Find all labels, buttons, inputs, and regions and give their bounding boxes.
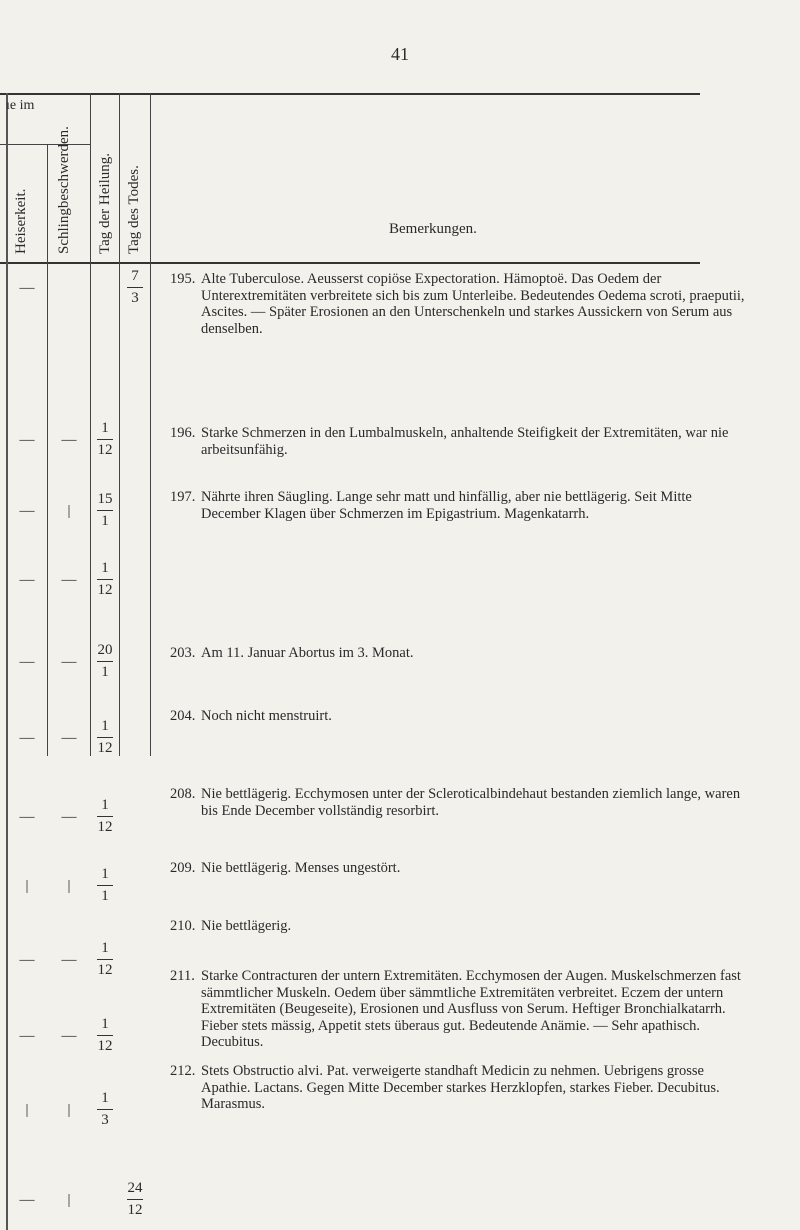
fraction-denominator: 12 [97,1038,113,1054]
fraction-numerator: 1 [101,940,109,956]
heiserkeit-mark: — [19,952,35,968]
fraction-numerator: 1 [101,797,109,813]
col-sep-1 [47,144,48,756]
fraction-denominator: 12 [97,819,113,835]
fraction-bar [97,737,113,738]
schling-mark: — [61,572,77,588]
remark-entry [170,708,748,725]
schling-mark: — [61,952,77,968]
fraction-numerator: 7 [131,268,139,284]
heilung-fraction [91,718,119,757]
heilung-fraction [91,560,119,599]
fraction-numerator: 1 [101,866,109,882]
fraction-bar [127,1199,143,1200]
remark-number: 211. [170,968,195,984]
heilung-fraction [91,797,119,836]
remark-entry [170,489,748,522]
heiserkeit-mark: — [19,432,35,448]
col-heading-bemerkungen: Bemerkungen. [389,221,477,237]
col-sep-3 [119,93,120,756]
heiserkeit-mark: — [19,280,35,296]
fraction-bar [97,661,113,662]
header-bottom-rule [0,262,700,264]
remark-number: 209. [170,860,196,876]
fraction-denominator: 12 [97,582,113,598]
remark-entry [170,645,748,662]
fraction-numerator: 1 [101,560,109,576]
fraction-denominator: 12 [127,1202,143,1218]
page-number: 41 [391,44,409,64]
remark-text: Nährte ihren Säugling. Lange sehr matt und hinfällig, aber nie bettlägerig. Seit Mitte December Klagen über Schmerzen im Epigastrium. Magenkatarrh. [201,489,692,522]
heiserkeit-mark: — [19,1028,35,1044]
left-edge-line [6,93,8,1230]
remark-text: Stets Obstructio alvi. Pat. verweigerte standhaft Medicin zu nehmen. Uebrigens grosse Apathie. Lactans. Gegen Mitte December starkes Herzklopfen, starkes Fieber. Decubitus. Marasmus. [201,1063,720,1113]
fraction-numerator: 1 [101,420,109,436]
heilung-fraction [91,642,119,681]
heiserkeit-mark: | [25,1102,29,1118]
heilung-fraction [91,1090,119,1129]
heiserkeit-mark: — [19,1192,35,1208]
fraction-bar [97,1109,113,1110]
fraction-numerator: 24 [127,1180,143,1196]
remark-entry [170,1063,748,1113]
fraction-bar [97,885,113,886]
tod-fraction [121,1180,149,1219]
remark-text: Am 11. Januar Abortus im 3. Monat. [201,645,414,661]
heiserkeit-mark: — [19,730,35,746]
fraction-numerator: 1 [101,1016,109,1032]
fraction-bar [127,287,143,288]
col-heading-schlingbeschwerden: Schlingbeschwerden. [56,126,72,254]
schling-mark: | [67,503,71,519]
fraction-numerator: 1 [101,1090,109,1106]
fraction-denominator: 12 [97,962,113,978]
remark-number: 203. [170,645,196,661]
fraction-bar [97,1035,113,1036]
remark-text: Starke Contracturen der untern Extremitäten. Ecchymosen der Augen. Muskelschmerzen fast sämmtlicher Muskeln. Oedem über sämmtliche Extremitäten verbreitet. Eczem der untern Extremitäten (Beugeseite), Erosionen und Ausfluss von Serum. Heftiger Bronchialkatarrh. Fieber stets mässig, Appetit stets überaus gut. Bedeutende Anämie. — Sehr apathisch. Decubitus. [201,968,741,1051]
remark-entry [170,271,748,337]
heilung-fraction [91,940,119,979]
fraction-numerator: 15 [97,491,113,507]
schling-mark: — [61,809,77,825]
remark-text: Nie bettlägerig. Menses ungestört. [201,860,401,876]
remark-text: Alte Tuberculose. Aeusserst copiöse Expectoration. Hämoptoë. Das Oedem der Unterextremitäten verbreitete sich bis zum Unterleibe. Bedeutendes Oedema scroti, praeputii, Ascites. — Später Erosionen an den Unterschenkeln und starkes Aussickern von Serum aus denselben. [201,271,745,337]
fraction-denominator: 3 [101,1112,109,1128]
remark-number: 197. [170,489,196,505]
fraction-denominator: 1 [101,664,109,680]
heiserkeit-mark: | [25,878,29,894]
schling-mark: — [61,730,77,746]
schling-mark: — [61,654,77,670]
remark-entry [170,918,748,935]
fraction-denominator: 1 [101,888,109,904]
col-heading-tag-des-todes: Tag des Todes. [126,165,142,254]
heilung-fraction [91,491,119,530]
fraction-denominator: 1 [101,513,109,529]
heilung-fraction [91,866,119,905]
remark-text: Noch nicht menstruirt. [201,708,332,724]
remark-text: Starke Schmerzen in den Lumbalmuskeln, anhaltende Steifigkeit der Extremitäten, war nie arbeitsunfähig. [201,425,729,458]
schling-mark: | [67,1192,71,1208]
heiserkeit-mark: — [19,572,35,588]
remark-number: 204. [170,708,196,724]
fraction-denominator: 12 [97,740,113,756]
header-cut-text: ıe im [6,98,35,113]
heilung-fraction [91,420,119,459]
schling-mark: | [67,878,71,894]
remark-entry [170,968,748,1051]
fraction-bar [97,439,113,440]
remark-number: 208. [170,786,196,802]
remark-entry [170,786,748,819]
col-heading-tag-der-heilung: Tag der Heilung. [97,152,113,254]
fraction-denominator: 12 [97,442,113,458]
fraction-numerator: 20 [97,642,113,658]
schling-mark: | [67,1102,71,1118]
schling-mark: — [61,432,77,448]
fraction-numerator: 1 [101,718,109,734]
header-inner-rule [0,144,90,145]
fraction-bar [97,510,113,511]
heiserkeit-mark: — [19,809,35,825]
remark-text: Nie bettlägerig. Ecchymosen unter der Scleroticalbindehaut bestanden ziemlich lange, waren bis Ende December vollständig resorbirt. [201,786,741,819]
col-sep-4 [150,93,151,756]
remark-text: Nie bettlägerig. [201,918,292,934]
col-heading-heiserkeit: Heiserkeit. [13,188,29,254]
remark-number: 196. [170,425,196,441]
fraction-bar [97,959,113,960]
heiserkeit-mark: — [19,503,35,519]
heiserkeit-mark: — [19,654,35,670]
remark-number: 195. [170,271,196,287]
schling-mark: — [61,1028,77,1044]
heilung-fraction [91,1016,119,1055]
remark-number: 212. [170,1063,196,1079]
fraction-denominator: 3 [131,290,139,306]
remark-number: 210. [170,918,196,934]
remark-entry [170,860,748,877]
fraction-bar [97,816,113,817]
tod-fraction [121,268,149,307]
remark-entry [170,425,748,458]
fraction-bar [97,579,113,580]
table-top-rule [0,93,700,95]
